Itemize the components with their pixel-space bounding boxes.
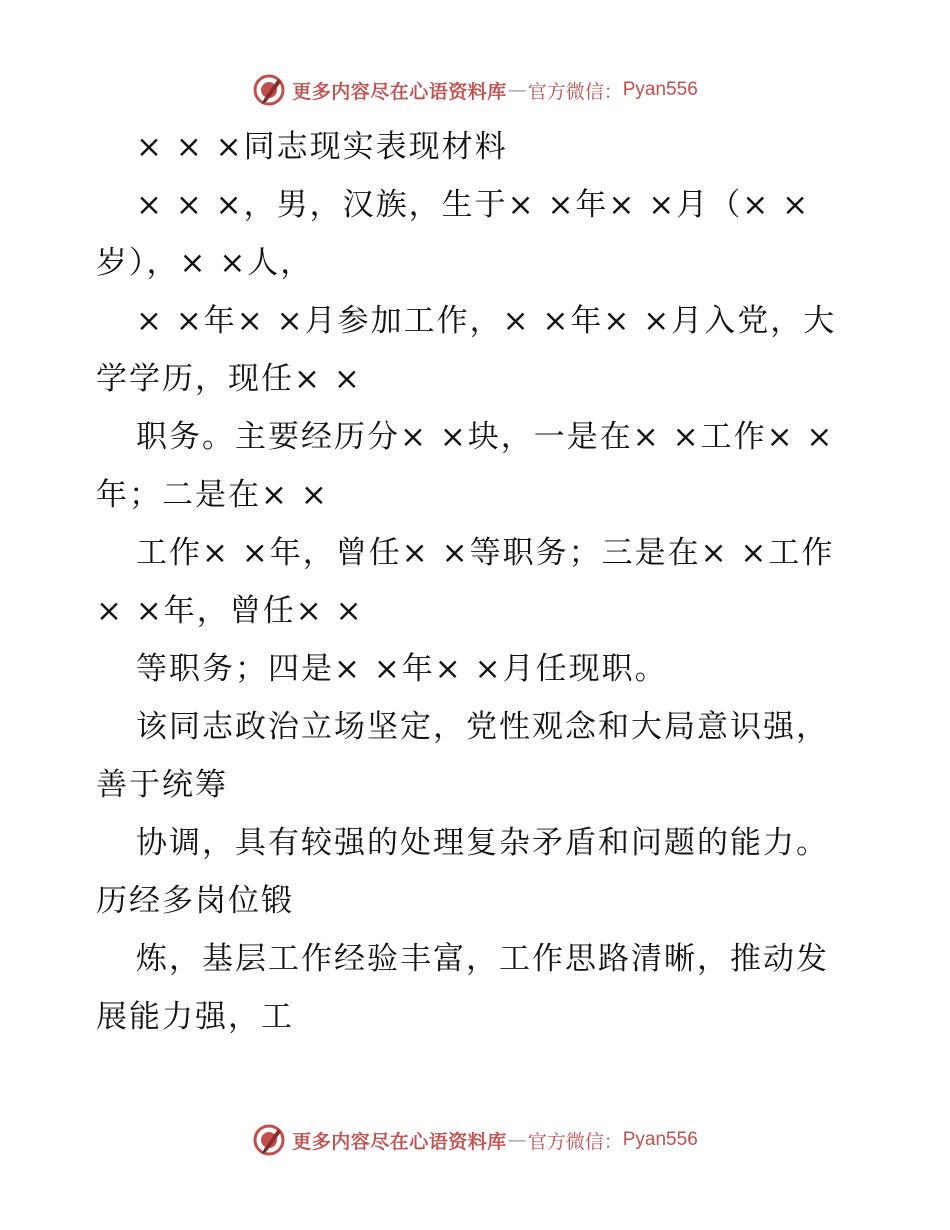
doc-line: 年；二是在× × [96,477,329,513]
doc-line: 炼，基层工作经验丰富，工作思路清晰，推动发 [136,941,829,977]
banner-dash: — [507,79,527,101]
banner-main-text: 更多内容尽在心语资料库 [292,80,507,103]
banner-sub-text: 官方微信： [527,1130,623,1153]
pen-logo-icon [252,1123,286,1157]
doc-line: 善于统筹 [96,767,228,803]
pen-logo-icon [252,73,286,107]
doc-line: 职务。主要经历分× ×块，一是在× ×工作× × [136,419,835,455]
banner-main-text: 更多内容尽在心语资料库 [292,1130,507,1153]
doc-line: × × ×，男，汉族，生于× ×年× ×月（× × [136,187,811,223]
doc-line: × ×年× ×月参加工作，× ×年× ×月入党，大 [136,303,837,339]
banner-dash: — [507,1129,527,1151]
doc-line: 展能力强，工 [96,999,294,1035]
banner-wechat-id: Pyan556 [622,79,698,100]
doc-line: 等职务；四是× ×年× ×月任现职。 [136,651,668,687]
doc-line: 学学历，现任× × [96,361,362,397]
document-body [96,118,856,1046]
banner-wechat-id: Pyan556 [622,1129,698,1150]
banner-sub-text: 官方微信： [527,80,623,103]
doc-line: 岁），× ×人， [96,245,314,281]
footer-banner [0,1120,950,1160]
header-banner [0,70,950,110]
doc-line: 协调，具有较强的处理复杂矛盾和问题的能力。 [136,825,829,861]
doc-line: 历经多岗位锻 [96,883,294,919]
doc-title: × × ×同志现实表现材料 [136,129,508,165]
doc-line: 该同志政治立场坚定，党性观念和大局意识强， [136,709,829,745]
doc-line: 工作× ×年，曾任× ×等职务；三是在× ×工作 [136,535,835,571]
doc-line: × ×年，曾任× × [96,593,364,629]
